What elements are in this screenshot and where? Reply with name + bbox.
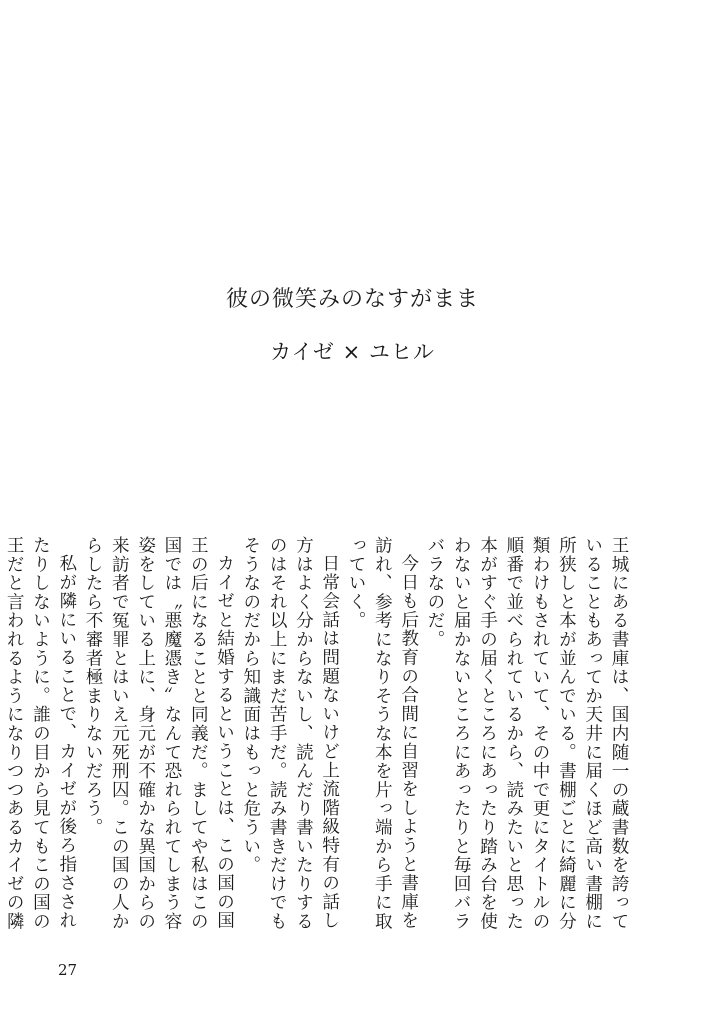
- paragraph-3: 日常会話は問題ないけど上流階級特有の話し方はよく分からないし、読んだり書いたりするのはそれ以上にまだ苦手だ。読み書きだけでもそうなのだから知識面はもっと危うい。: [240, 536, 340, 931]
- pairing-subtitle: カイゼ × ユヒル: [270, 340, 435, 364]
- page-title: 彼の微笑みのなすがまま: [225, 287, 479, 312]
- paragraph-2: 今日も后教育の合間に自習をしようと書庫を訪れ、参考になりそうな本を片っ端から手に取っていく。: [346, 536, 419, 931]
- paragraph-1: 王城にある書庫は、国内随一の蔵書数を誇っていることもあってか天井に届くほど高い書棚に所狭しと本が並んでいる。書棚ごとに綺麗に分類わけもされていて、その中で更にタイトルの順番で並べられているから、読みたいと思った本がすぐ手の届くところにあったり踏み台を使わないと届かないところにあったりと毎回バラバラなのだ。: [424, 536, 629, 931]
- page-number: 27: [58, 961, 78, 979]
- paragraph-5: 私が隣にいることで、カイゼが後ろ指さされたりしないように。誰の目から見てもこの国の王だと言われるようになりつつあるカイゼの隣: [4, 536, 77, 931]
- story-body: [4, 536, 632, 948]
- paragraph-4: カイゼと結婚するということは、この国の国王の后になることと同義だ。ましてや私はこの国では〝悪魔憑き〟なんて恐れられてしまう容姿をしている上に、身元が不確かな異国からの来訪者で冤罪とはいえ元死刑囚。この国の人からしたら不審者極まりないだろう。: [83, 536, 235, 931]
